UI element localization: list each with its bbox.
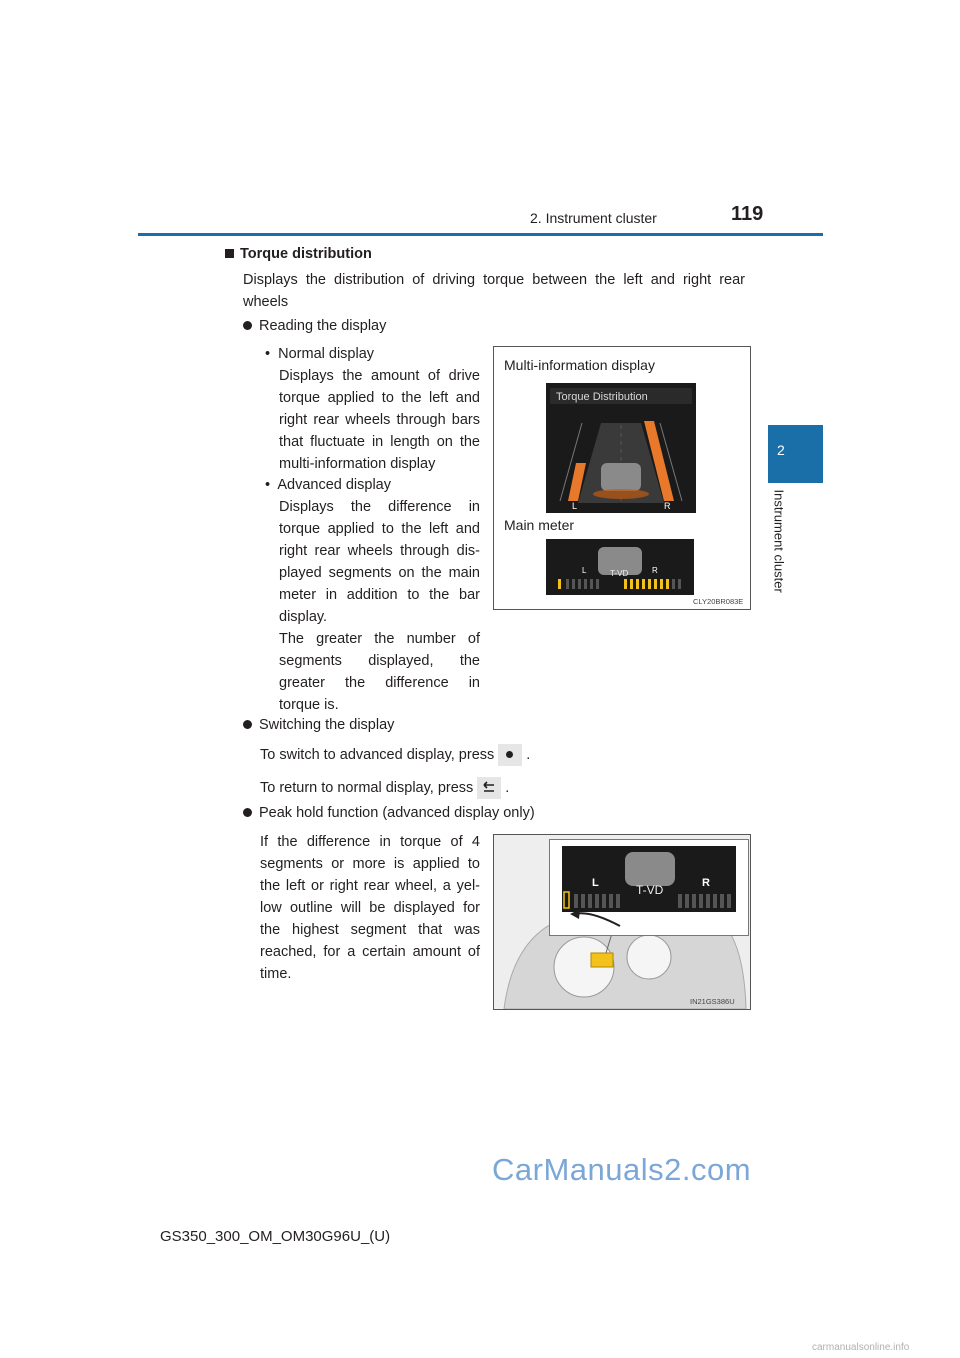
meter-callout — [549, 839, 749, 936]
screen-title: Torque Distribution — [556, 391, 648, 403]
peak-hold-figure — [493, 834, 751, 1010]
peak-hold-text — [260, 831, 480, 985]
switching-title: Switching the display — [243, 714, 394, 736]
bullet-icon — [243, 808, 252, 817]
section-heading: Torque distribution — [225, 243, 372, 265]
text-line: meter in addition to the bar — [279, 587, 480, 603]
chapter-tab-label: Instrument cluster — [771, 489, 787, 593]
square-bullet-icon — [225, 249, 234, 258]
text-line: Displays the difference in — [279, 499, 480, 515]
text-line: torque is. — [279, 697, 339, 713]
torque-display-figure — [493, 346, 751, 610]
text-line: the left or right rear wheel, a yel- — [260, 878, 480, 894]
text-line: greater the difference in — [279, 675, 480, 691]
header-rule — [138, 233, 823, 236]
document-code: GS350_300_OM_OM30G96U_(U) — [160, 1228, 391, 1245]
bullet-icon — [243, 321, 252, 330]
back-arrow-icon — [477, 777, 501, 799]
tvd-label: T-VD — [610, 569, 629, 578]
left-label: L — [582, 566, 587, 575]
left-label: L — [572, 501, 578, 511]
text-line: low outline will be displayed for — [260, 900, 480, 916]
tvd-label: T-VD — [636, 883, 664, 897]
text-line: that fluctuate in length on the — [279, 434, 480, 450]
advanced-display-title: • Advanced display — [265, 477, 392, 493]
figure-caption-mid: Multi-information display — [504, 357, 655, 373]
right-label: R — [664, 501, 671, 511]
text-line: played segments on the main — [279, 565, 480, 581]
figure-caption-main-meter: Main meter — [504, 517, 575, 533]
enter-dot-icon — [498, 744, 522, 766]
left-label: L — [592, 877, 599, 889]
intro-line-2: wheels — [243, 294, 289, 310]
figure-code: IN21GS386U — [690, 997, 735, 1006]
watermark-logo: CarManuals2.com — [492, 1152, 752, 1187]
pointer-arrow — [574, 913, 620, 926]
advanced-display-text — [279, 496, 480, 716]
text-line: multi-information display — [279, 456, 436, 472]
car-icon — [601, 463, 641, 491]
text-line: segments or more is applied to — [260, 856, 480, 872]
text-line: right rear wheels through bars — [279, 412, 480, 428]
text-line: torque applied to the left and — [279, 521, 480, 537]
text-line: The greater the number of — [279, 631, 480, 647]
bullet-icon — [243, 720, 252, 729]
reading-title: Reading the display — [243, 315, 386, 337]
right-label: R — [702, 877, 710, 889]
figure-code: CLY20BR083E — [693, 597, 744, 606]
peak-hold-title: Peak hold function (advanced display only) — [243, 802, 535, 824]
text-line: Displays the amount of drive — [279, 368, 480, 384]
text-line: segments displayed, the — [279, 653, 480, 669]
text-line: right rear wheels through dis- — [279, 543, 480, 559]
normal-display-title: • Normal display — [265, 346, 375, 362]
text-line: display. — [279, 609, 328, 625]
intro-line-1: Displays the distribution of driving torque between the left and right rear — [243, 272, 745, 288]
normal-display-text — [279, 365, 480, 475]
text-line: torque applied to the left and — [279, 390, 480, 406]
main-meter-screen — [546, 539, 694, 595]
text-line: reached, for a certain amount of — [260, 944, 480, 960]
page-number: 119 — [731, 203, 764, 225]
chapter-tab — [768, 425, 823, 483]
multi-info-screen — [546, 383, 696, 513]
text-line: time. — [260, 966, 292, 982]
text-line: If the difference in torque of 4 — [260, 834, 480, 850]
right-label: R — [652, 566, 658, 575]
text-line: the highest segment that was — [260, 922, 480, 938]
switch-normal-line: To return to normal display, press . — [260, 777, 509, 799]
watermark-url: carmanualsonline.info — [812, 1342, 910, 1353]
meter-callout-screen — [550, 840, 748, 935]
chapter-number: 2 — [777, 442, 785, 458]
switch-advanced-line: To switch to advanced display, press . — [260, 744, 530, 766]
section-title: 2. Instrument cluster — [530, 210, 657, 226]
